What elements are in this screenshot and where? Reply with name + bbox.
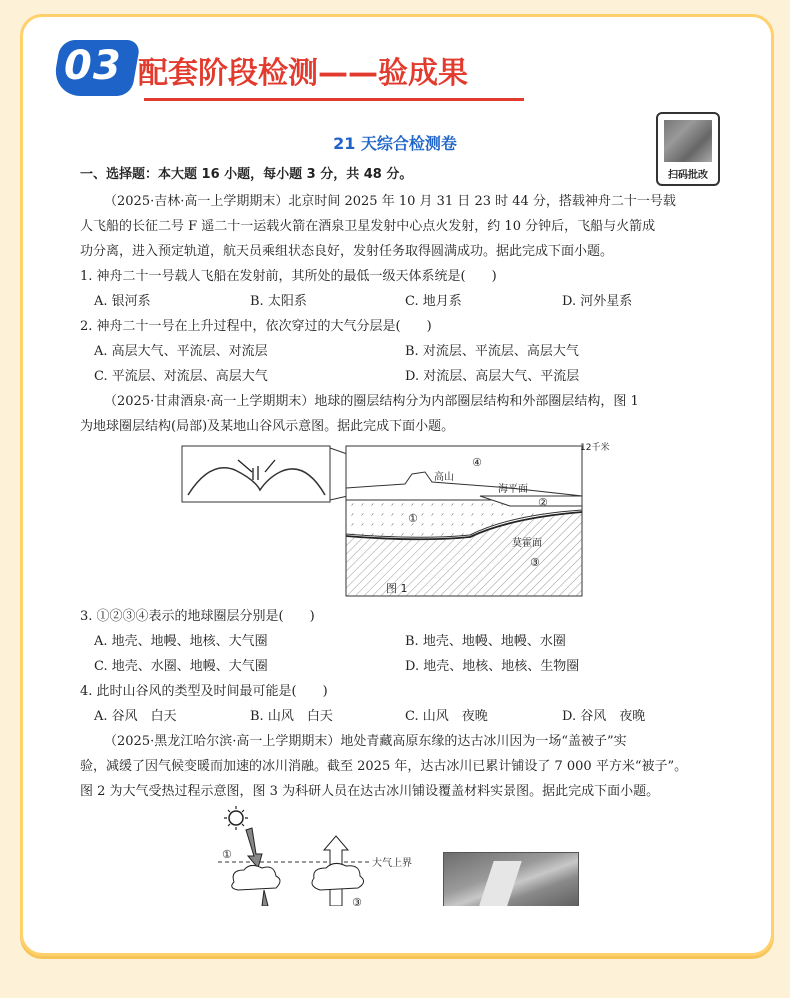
q2-stem: 2. 神舟二十一号在上升过程中，依次穿过的大气分层是( )	[80, 319, 432, 334]
q3-option-b: B. 地壳、地幔、地幔、水圈	[405, 634, 566, 649]
q2-option-a: A. 高层大气、平流层、对流层	[94, 344, 268, 359]
label-4: ④	[472, 456, 482, 469]
passage3-line-1: （2025·黑龙江哈尔滨·高一上学期期末）地处青藏高原东缘的达古冰川因为一场“盖被子”实	[104, 734, 627, 749]
passage2-line-1: （2025·甘肃酒泉·高一上学期期末）地球的圈层结构分为内部圈层结构和外部圈层结构，图 1	[104, 394, 639, 409]
q1-option-b: B. 太阳系	[250, 294, 307, 309]
passage3-line-3: 图 2 为大气受热过程示意图，图 3 为科研人员在达古冰川铺设覆盖材料实景图。据此完成下面小题。	[80, 784, 660, 799]
passage1-line-1: （2025·吉林·高一上学期期末）北京时间 2025 年 10 月 31 日 23 时 44 分，搭载神舟二十一号载	[104, 194, 676, 209]
q1-option-d: D. 河外星系	[562, 294, 633, 309]
label-atmosphere-top: 大气上界	[372, 858, 412, 869]
sun-icon	[229, 811, 243, 825]
q4-stem: 4. 此时山谷风的类型及时间最可能是( )	[80, 684, 328, 699]
q4-option-c: C. 山风 夜晚	[405, 709, 488, 724]
label-mountain: 高山	[434, 472, 454, 483]
q3-option-d: D. 地壳、地核、地核、生物圈	[405, 659, 580, 674]
figure-1-caption: 图 1	[386, 582, 408, 595]
qr-label: 扫码批改	[668, 170, 708, 181]
figure-2	[210, 806, 450, 906]
label-3: ③	[530, 556, 540, 569]
q3-option-c: C. 地壳、水圈、地幔、大气圈	[94, 659, 268, 674]
label-moho: 莫霍面	[512, 538, 542, 549]
q4-option-b: B. 山风 白天	[250, 709, 333, 724]
section-title: 配套阶段检测——验成果	[138, 56, 468, 91]
q2-option-b: B. 对流层、平流层、高层大气	[405, 344, 579, 359]
q4-option-d: D. 谷风 夜晚	[562, 709, 646, 724]
fig2-label-1: ①	[222, 848, 232, 861]
q4-option-a: A. 谷风 白天	[94, 709, 177, 724]
exam-title: 21 天综合检测卷	[333, 134, 457, 153]
q3-option-a: A. 地壳、地幔、地核、大气圈	[94, 634, 268, 649]
passage1-line-2: 人飞船的长征二号 F 遥二十一运载火箭在酒泉卫星发射中心点火发射，约 10 分钟后，飞船与火箭成	[80, 219, 656, 234]
q2-option-d: D. 对流层、高层大气、平流层	[405, 369, 580, 384]
q1-option-a: A. 银河系	[94, 294, 151, 309]
page-bottom-mask	[23, 906, 768, 950]
figure-1	[180, 440, 620, 600]
glacier-cover-strip	[474, 861, 521, 908]
fig2-label-3: ③	[352, 896, 362, 906]
q2-option-c: C. 平流层、对流层、高层大气	[94, 369, 268, 384]
passage2-line-2: 为地球圈层结构(局部)及某地山谷风示意图。据此完成下面小题。	[80, 419, 455, 434]
sun-rays	[224, 806, 248, 830]
label-sea-level: 海平面	[498, 484, 528, 495]
figure-3-photo	[443, 852, 579, 908]
ground-arrow	[262, 890, 268, 906]
label-2: ②	[538, 496, 548, 509]
passage1-line-3: 功分离，进入预定轨道，航天员乘组状态良好，发射任务取得圆满成功。据此完成下面小题。	[80, 244, 614, 259]
q1-stem: 1. 神舟二十一号载人飞船在发射前，其所处的最低一级天体系统是( )	[80, 269, 497, 284]
section-header	[56, 36, 468, 108]
q1-option-c: C. 地月系	[405, 294, 462, 309]
q3-stem: 3. ①②③④表示的地球圈层分别是( )	[80, 609, 315, 624]
title-underline	[144, 98, 524, 101]
label-12km: 12千米	[580, 443, 610, 453]
section-number: 03	[64, 43, 122, 89]
cloud-right	[312, 863, 364, 890]
passage3-line-2: 验，减缓了因气候变暖而加速的冰川消融。截至 2025 年，达古冰川已累计铺设了 7 000 平方米“被子”。	[80, 759, 688, 774]
label-1: ①	[408, 512, 418, 525]
section-heading: 一、选择题：本大题 16 小题，每小题 3 分，共 48 分。	[80, 167, 413, 182]
cloud-left	[232, 865, 280, 890]
